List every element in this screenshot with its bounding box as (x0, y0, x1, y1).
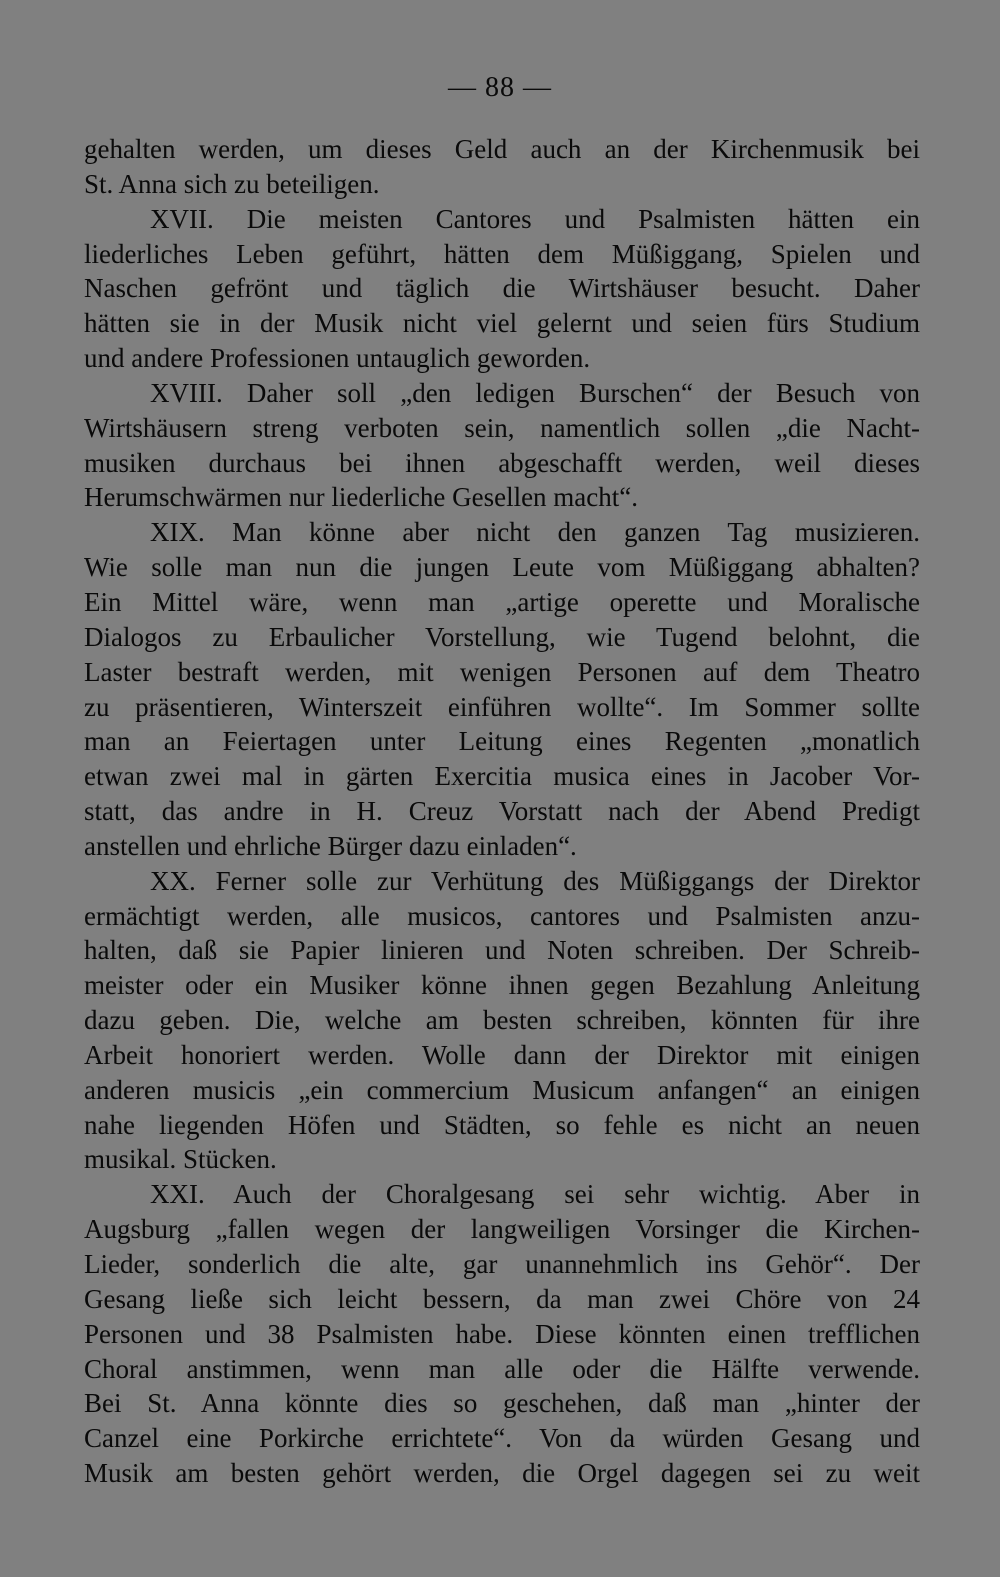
text-line: musiken durchaus bei ihnen abgeschafft werden, weil dieses (84, 447, 920, 478)
text-line: XXI. Auch der Choralgesang sei sehr wichtig. Aber in (150, 1179, 920, 1210)
text-line: Herumschwärmen nur liederliche Gesellen macht“. (84, 482, 639, 513)
text-line: XVIII. Daher soll „den ledigen Burschen“ der Besuch von (150, 377, 920, 408)
text-line: Bei St. Anna könnte dies so geschehen, daß man „hinter der (84, 1388, 920, 1419)
text-line: nahe liegenden Höfen und Städten, so fehle es nicht an neuen (84, 1109, 920, 1140)
text-line: Wie solle man nun die jungen Leute vom Müßiggang abhalten? (84, 552, 920, 583)
text-line: man an Feiertagen unter Leitung eines Regenten „monatlich (84, 726, 920, 757)
text-line: statt, das andre in H. Creuz Vorstatt nach der Abend Predigt (84, 796, 920, 827)
text-line: Choral anstimmen, wenn man alle oder die Hälfte verwende. (84, 1353, 920, 1384)
text-line: Personen und 38 Psalmisten habe. Diese könnten einen trefflichen (84, 1318, 920, 1349)
text-line: Augsburg „fallen wegen der langweiligen Vorsinger die Kirchen- (84, 1214, 920, 1245)
text-line: und andere Professionen untauglich geworden. (84, 343, 591, 374)
text-line: meister oder ein Musiker könne ihnen gegen Bezahlung Anleitung (84, 970, 920, 1001)
body-text (84, 132, 920, 1491)
text-line: Lieder, sonderlich die alte, gar unannehmlich ins Gehör“. Der (84, 1249, 920, 1279)
text-line: Canzel eine Porkirche errichtete“. Von da würden Gesang und (84, 1423, 920, 1454)
text-line: Laster bestraft werden, mit wenigen Personen auf dem Theatro (84, 656, 920, 687)
text-line: halten, daß sie Papier linieren und Noten schreiben. Der Schreib- (84, 935, 920, 966)
text-line: liederliches Leben geführt, hätten dem Müßiggang, Spielen und (84, 238, 920, 269)
text-line: gehalten werden, um dieses Geld auch an der Kirchenmusik bei (84, 134, 920, 164)
text-line: anstellen und ehrliche Bürger dazu einladen“. (84, 830, 577, 861)
text-line: Dialogos zu Erbaulicher Vorstellung, wie Tugend belohnt, die (84, 621, 920, 652)
text-line: Musik am besten gehört werden, die Orgel dagegen sei zu weit (84, 1458, 920, 1489)
text-line: dazu geben. Die, welche am besten schreiben, könnten für ihre (84, 1005, 920, 1036)
text-line: Naschen gefrönt und täglich die Wirtshäuser besucht. Daher (84, 273, 920, 304)
text-line: zu präsentieren, Winterszeit einführen wollte“. Im Sommer sollte (84, 691, 920, 722)
text-line: XIX. Man könne aber nicht den ganzen Tag musizieren. (150, 517, 920, 548)
text-line: XX. Ferner solle zur Verhütung des Müßiggangs der Direktor (150, 865, 920, 896)
text-line: Arbeit honoriert werden. Wolle dann der Direktor mit einigen (84, 1039, 920, 1070)
page-number: — 88 — (448, 72, 552, 103)
text-line: Ein Mittel wäre, wenn man „artige operette und Moralische (84, 586, 920, 617)
text-line: musikal. Stücken. (84, 1144, 277, 1175)
text-line: etwan zwei mal in gärten Exercitia musica eines in Jacober Vor- (84, 761, 920, 792)
text-line: Wirtshäusern streng verboten sein, namentlich sollen „die Nacht- (84, 412, 920, 443)
text-line: XVII. Die meisten Cantores und Psalmisten hätten ein (150, 203, 920, 234)
text-line: anderen musicis „ein commercium Musicum anfangen“ an einigen (84, 1074, 920, 1105)
text-line: hätten sie in der Musik nicht viel gelernt und seien fürs Studium (84, 308, 920, 339)
text-line: Gesang ließe sich leicht bessern, da man zwei Chöre von 24 (84, 1283, 920, 1314)
text-line: ermächtigt werden, alle musicos, cantores und Psalmisten anzu- (84, 900, 920, 931)
text-line: St. Anna sich zu beteiligen. (84, 168, 380, 199)
